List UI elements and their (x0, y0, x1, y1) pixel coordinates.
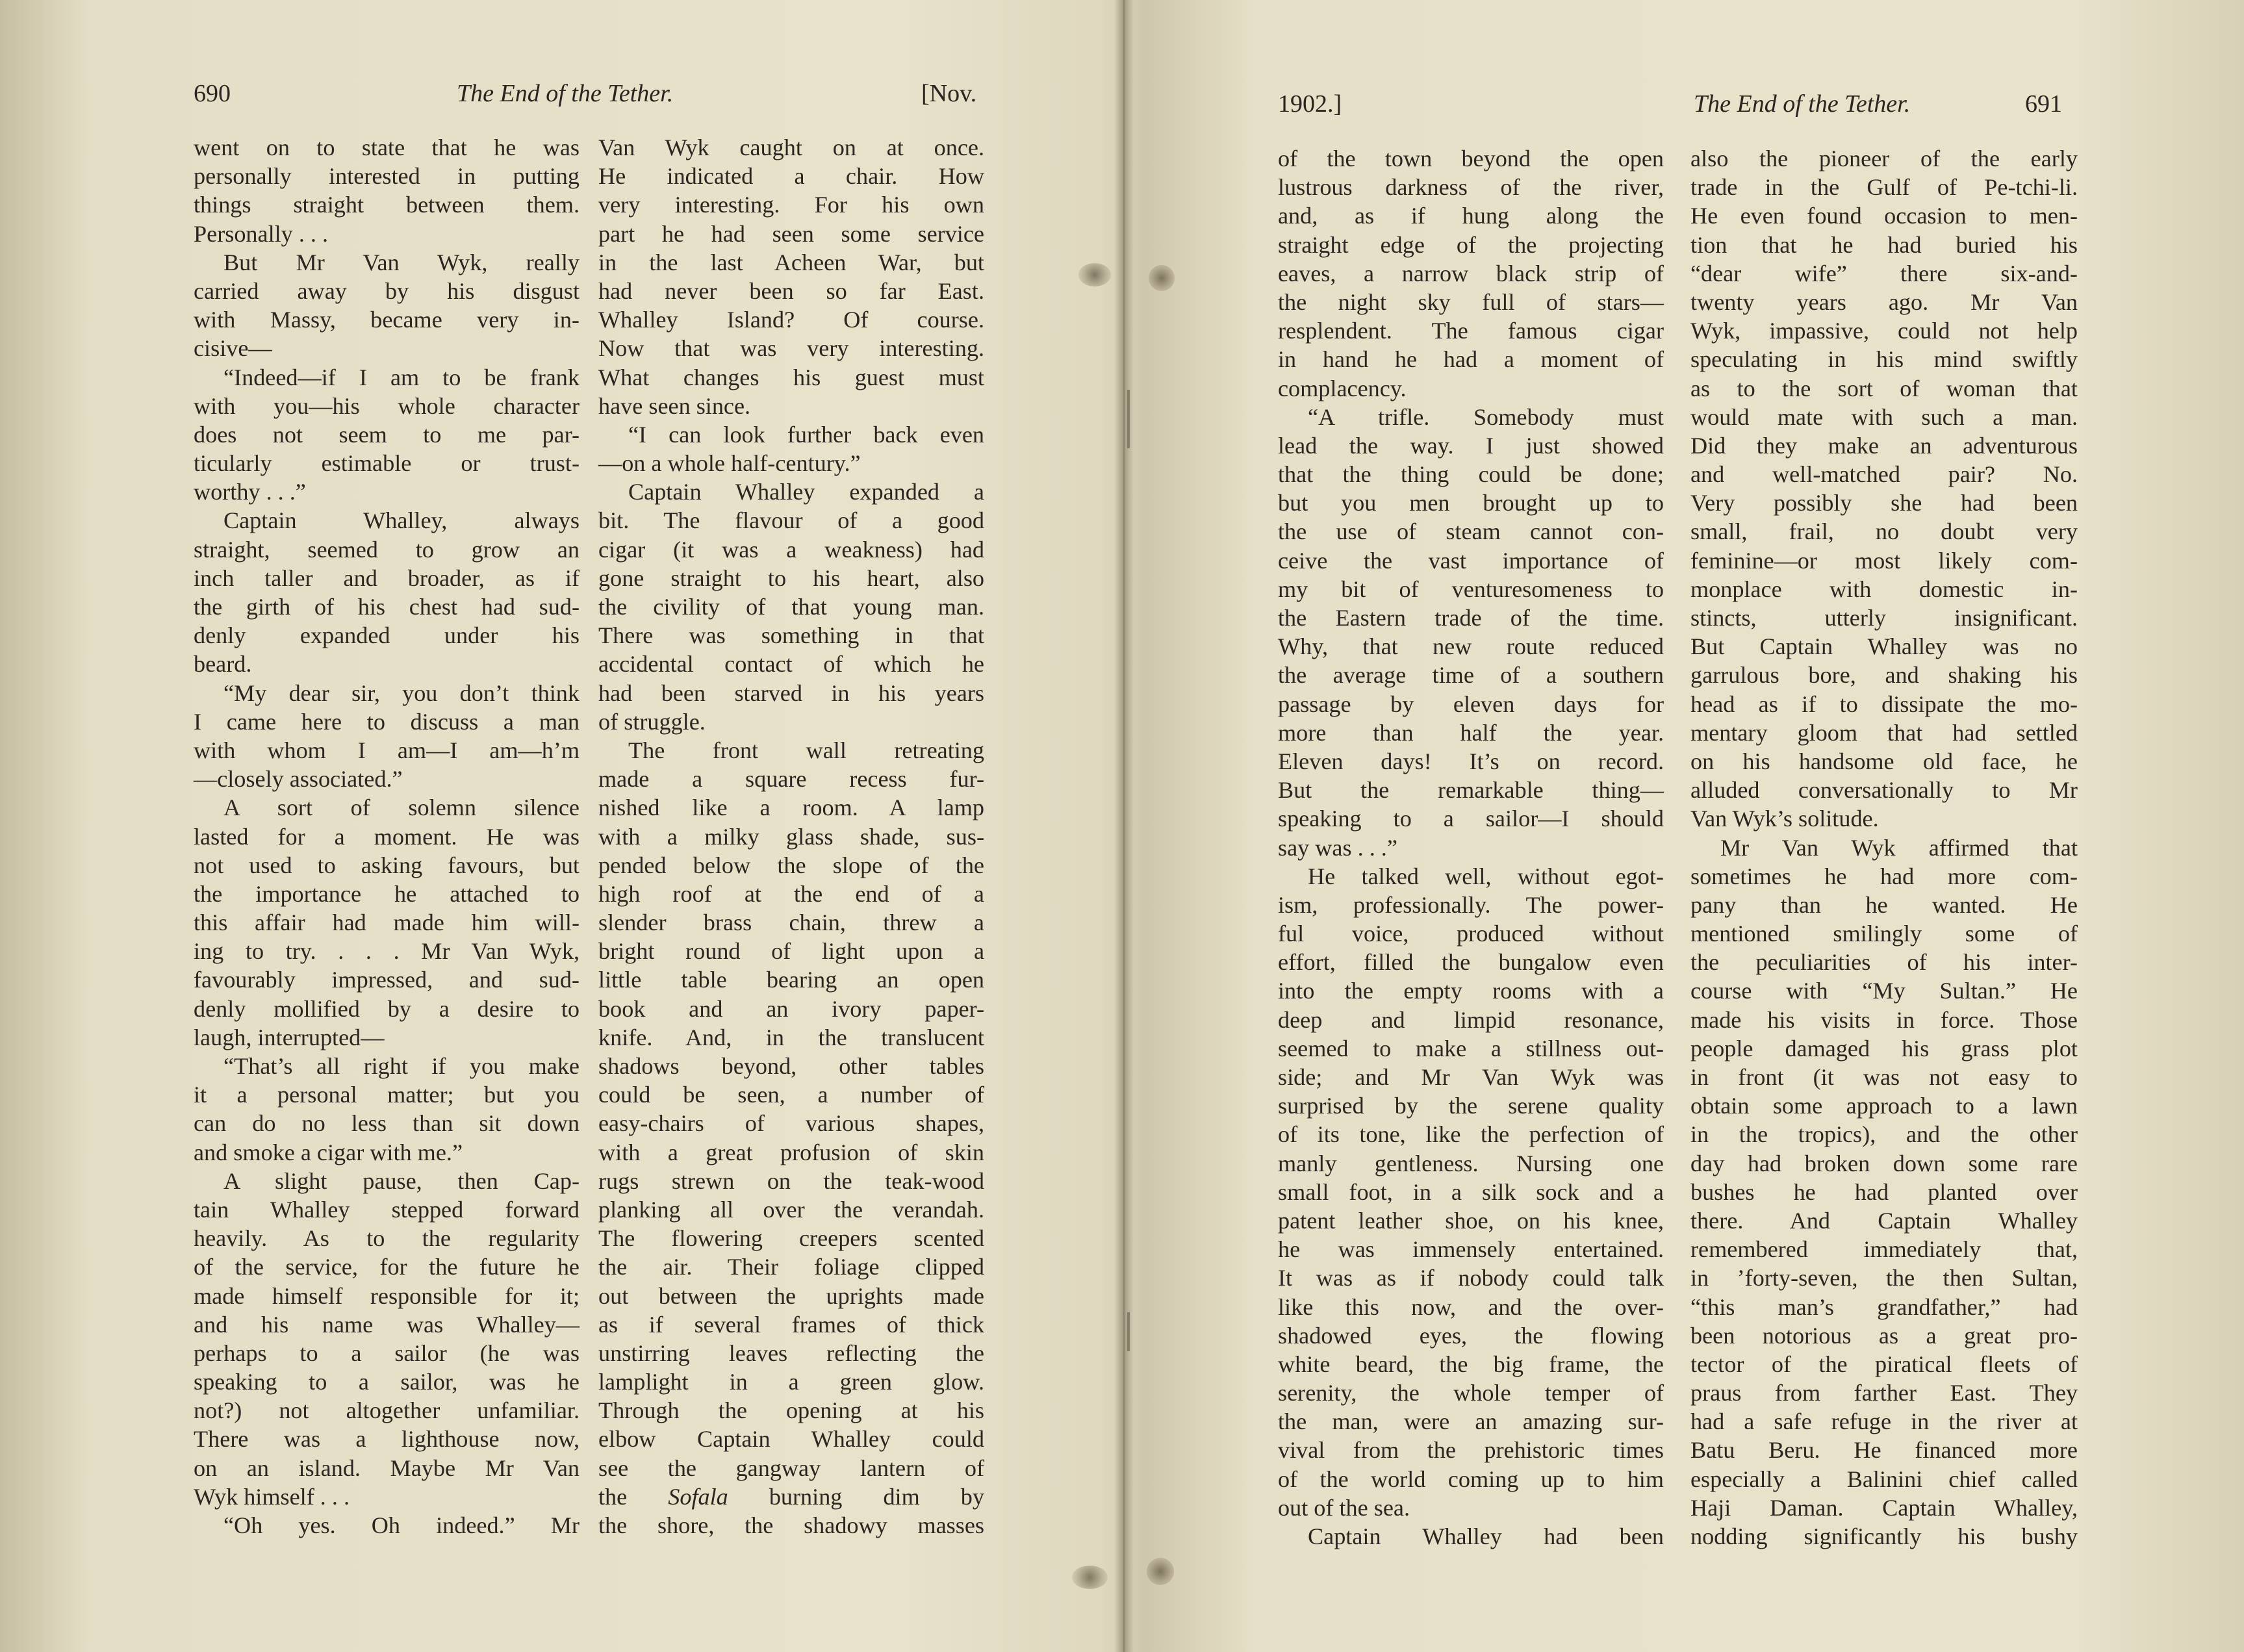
text-line: it a personal matter; but you (194, 1082, 580, 1108)
text-line: resplendent. The famous cigar (1278, 318, 1664, 344)
text-line: elbow Captain Whalley could (598, 1426, 984, 1453)
text-line: would mate with such a man. (1690, 403, 2078, 430)
text-line: But Mr Van Wyk, really (223, 249, 580, 275)
text-line: praus from farther East. They (1690, 1380, 2078, 1406)
text-line: ticularly estimable or trust- (194, 450, 580, 477)
text-line: lustrous darkness of the river, (1278, 174, 1664, 201)
text-line: complacency. (1278, 375, 1407, 401)
left-running-head (194, 79, 999, 118)
text-line: book and an ivory paper- (598, 995, 984, 1022)
text-line: easy-chairs of various shapes, (598, 1110, 984, 1137)
text-line: bit. The flavour of a good (598, 507, 984, 534)
text-line: vival from the prehistoric times (1278, 1437, 1664, 1464)
text-line: tain Whalley stepped forward (194, 1196, 580, 1223)
text-line: the night sky full of stars— (1278, 288, 1664, 315)
text-line: mentioned smilingly some of (1690, 921, 2078, 947)
text-line: side; and Mr Van Wyk was (1278, 1064, 1664, 1090)
text-line: sometimes he had more com- (1690, 863, 2078, 889)
text-line: had never been so far East. (598, 277, 984, 304)
text-line: had a safe refuge in the river at (1690, 1408, 2078, 1435)
text-line: “A trifle. Somebody must (1308, 403, 1664, 430)
text-line: What changes his guest must (598, 364, 984, 390)
text-line: surprised by the serene quality (1278, 1093, 1664, 1119)
text-line: been notorious as a great pro- (1690, 1322, 2078, 1349)
text-line: made a square recess fur- (598, 766, 984, 793)
text-line: ceive the vast importance of (1278, 547, 1664, 574)
text-line: of the world coming up to him (1278, 1466, 1664, 1492)
text-line: “Indeed—if I am to be frank (223, 364, 580, 390)
text-line: nodding significantly his bushy (1690, 1523, 2078, 1549)
text-line: made his visits in force. Those (1690, 1006, 2078, 1033)
text-line: “dear wife” there six-and- (1690, 260, 2078, 286)
text-line: personally interested in putting (194, 163, 580, 190)
text-line: small, frail, no doubt very (1690, 518, 2078, 545)
text-line: feminine—or most likely com- (1690, 547, 2078, 574)
text-line: in ’forty-seven, the then Sultan, (1690, 1265, 2078, 1291)
text-line: speaking to a sailor—I should (1278, 806, 1664, 832)
text-line: accidental contact of which he (598, 651, 984, 678)
text-line: with whom I am—I am—h’m (194, 737, 580, 763)
text-line: Batu Beru. He financed more (1690, 1437, 2078, 1464)
text-line: inch taller and broader, as if (194, 565, 580, 591)
text-line: of its tone, like the perfection of (1278, 1121, 1664, 1148)
text-line: Captain Whalley, always (223, 507, 580, 534)
text-line: There was something in that (598, 622, 984, 649)
text-line: monplace with domestic in- (1690, 576, 2078, 602)
text-line: very interesting. For his own (598, 192, 984, 218)
text-line: out between the uprights made (598, 1282, 984, 1309)
text-line: Haji Daman. Captain Whalley, (1690, 1494, 2078, 1521)
text-line: manly gentleness. Nursing one (1278, 1150, 1664, 1176)
text-line: have seen since. (598, 392, 751, 419)
text-line: rugs strewn on the teak-wood (598, 1167, 984, 1194)
text-line: speaking to a sailor, was he (194, 1369, 580, 1395)
text-line: people damaged his grass plot (1690, 1035, 2078, 1061)
text-line: that the thing could be done; (1278, 461, 1664, 488)
text-line: ing to try. . . . Mr Van Wyk, (194, 938, 580, 965)
text-line: went on to state that he was (194, 134, 580, 160)
text-line: ful voice, produced without (1278, 921, 1664, 947)
text-line: things straight between them. (194, 192, 580, 218)
text-line: part he had seen some service (598, 220, 984, 247)
text-line: bushes he had planted over (1690, 1178, 2078, 1205)
text-line: he was immensely entertained. (1278, 1236, 1664, 1263)
text-line: seemed to make a stillness out- (1278, 1035, 1664, 1061)
text-line: and well-matched pair? No. (1690, 461, 2078, 488)
text-line: “Oh yes. Oh indeed.” Mr (223, 1512, 580, 1538)
text-line: He even found occasion to men- (1690, 203, 2078, 229)
text-line: But the remarkable thing— (1278, 777, 1664, 804)
running-date: 1902.] (1278, 90, 1342, 118)
text-line: bright round of light upon a (598, 938, 984, 965)
text-line: and his name was Whalley— (194, 1311, 580, 1338)
text-line: especially a Balinini chief called (1690, 1466, 2078, 1492)
text-line: knife. And, in the translucent (598, 1024, 984, 1050)
text-line: the air. Their foliage clipped (598, 1254, 984, 1280)
text-line: with a milky glass shade, sus- (598, 823, 984, 850)
text-line: beard. (194, 651, 252, 678)
text-line: with you—his whole character (194, 392, 580, 419)
text-line: can do no less than sit down (194, 1110, 580, 1137)
text-line: with a great profusion of skin (598, 1139, 984, 1165)
text-line: this affair had made him will- (194, 909, 580, 936)
text-line: cisive— (194, 335, 272, 362)
text-line: like this now, and the over- (1278, 1293, 1664, 1320)
text-line: straight edge of the projecting (1278, 231, 1664, 258)
text-line: does not seem to me par- (194, 421, 580, 448)
text-line: more than half the year. (1278, 719, 1664, 746)
text-line: “I can look further back even (628, 421, 984, 448)
running-title: The End of the Tether. (1694, 90, 1911, 118)
text-line: the peculiarities of his inter- (1690, 949, 2078, 976)
text-line: denly expanded under his (194, 622, 580, 649)
text-line: serenity, the whole temper of (1278, 1380, 1664, 1406)
text-line: unstirring leaves reflecting the (598, 1340, 984, 1366)
text-line: high roof at the end of a (598, 880, 984, 907)
text-line: mentary gloom that had settled (1690, 719, 2078, 746)
text-line: of the service, for the future he (194, 1254, 580, 1280)
text-line: He indicated a chair. How (598, 163, 984, 190)
text-line: not used to asking favours, but (194, 852, 580, 878)
text-line: Wyk himself . . . (194, 1483, 350, 1510)
text-line: also the pioneer of the early (1690, 146, 2078, 172)
text-line: eaves, a narrow black strip of (1278, 260, 1664, 286)
page-number: 690 (194, 80, 231, 107)
text-line: shadows beyond, other tables (598, 1053, 984, 1079)
text-line: in the tropics), and the other (1690, 1121, 2078, 1148)
text-line: but you men brought up to (1278, 490, 1664, 516)
text-line: the average time of a southern (1278, 662, 1664, 689)
text-line: in hand he had a moment of (1278, 346, 1664, 373)
page-number: 691 (2025, 90, 2062, 118)
text-line: day had broken down some rare (1690, 1150, 2078, 1176)
text-line: heavily. As to the regularity (194, 1225, 580, 1252)
text-line: lasted for a moment. He was (194, 823, 580, 850)
text-line: and smoke a cigar with me.” (194, 1139, 463, 1165)
text-line: —on a whole half-century.” (598, 450, 861, 477)
text-line: denly mollified by a desire to (194, 995, 580, 1022)
text-line: could be seen, a number of (598, 1082, 984, 1108)
text-line: as if several frames of thick (598, 1311, 984, 1338)
text-line: favourably impressed, and sud- (194, 967, 580, 993)
text-line: garrulous bore, and shaking his (1690, 662, 2078, 689)
text-line: white beard, the big frame, the (1278, 1351, 1664, 1377)
text-line: the Eastern trade of the time. (1278, 605, 1664, 631)
text-line: the Sofala burning dim by (598, 1483, 984, 1510)
text-line: Whalley Island? Of course. (598, 307, 984, 333)
text-line: It was as if nobody could talk (1278, 1265, 1664, 1291)
text-line: the use of steam cannot con- (1278, 518, 1664, 545)
text-line: see the gangway lantern of (598, 1455, 984, 1481)
text-line: straight, seemed to grow an (194, 536, 580, 563)
text-line: the girth of his chest had sud- (194, 594, 580, 620)
running-date: [Nov. (921, 80, 977, 107)
text-line: into the empty rooms with a (1278, 978, 1664, 1004)
text-line: cigar (it was a weakness) had (598, 536, 984, 563)
text-line: effort, filled the bungalow even (1278, 949, 1664, 976)
text-line: alluded conversationally to Mr (1690, 777, 2078, 804)
text-line: planking all over the verandah. (598, 1196, 984, 1223)
text-line: tector of the piratical fleets of (1690, 1351, 2078, 1377)
text-line: deep and limpid resonance, (1278, 1006, 1664, 1033)
text-line: the importance he attached to (194, 880, 580, 907)
text-line: Now that was very interesting. (598, 335, 984, 362)
text-line: out of the sea. (1278, 1494, 1410, 1521)
text-line: Did they make an adventurous (1690, 432, 2078, 459)
text-line: Mr Van Wyk affirmed that (1720, 834, 2078, 861)
text-line: “That’s all right if you make (223, 1053, 580, 1079)
text-line: of struggle. (598, 708, 706, 735)
text-line: Captain Whalley had been (1308, 1523, 1664, 1549)
text-line: carried away by his disgust (194, 277, 580, 304)
text-line: stincts, utterly insignificant. (1690, 605, 2078, 631)
text-line: obtain some approach to a lawn (1690, 1093, 2078, 1119)
text-line: There was a lighthouse now, (194, 1426, 580, 1453)
text-line: gone straight to his heart, also (598, 565, 984, 591)
text-line: on an island. Maybe Mr Van (194, 1455, 580, 1481)
text-line: A slight pause, then Cap- (223, 1167, 580, 1194)
text-line: shadowed eyes, the flowing (1278, 1322, 1664, 1349)
text-line: Wyk, impassive, could not help (1690, 318, 2078, 344)
text-line: small foot, in a silk sock and a (1278, 1178, 1664, 1205)
text-line: the civility of that young man. (598, 594, 984, 620)
text-line: lead the way. I just showed (1278, 432, 1664, 459)
right-running-head (1278, 90, 2077, 129)
text-line: patent leather shoe, on his knee, (1278, 1207, 1664, 1234)
text-line: in front (it was not easy to (1690, 1064, 2078, 1090)
text-line: laugh, interrupted— (194, 1024, 385, 1050)
text-line: passage by eleven days for (1278, 691, 1664, 717)
text-line: Why, that new route reduced (1278, 633, 1664, 660)
text-line: twenty years ago. Mr Van (1690, 288, 2078, 315)
text-line: Van Wyk’s solitude. (1690, 806, 1879, 832)
text-line: as to the sort of woman that (1690, 375, 2078, 401)
text-line: say was . . .” (1278, 834, 1397, 861)
text-line: tion that he had buried his (1690, 231, 2078, 258)
text-line: remembered immediately that, (1690, 1236, 2078, 1263)
text-line: “My dear sir, you don’t think (223, 680, 580, 706)
text-line: not?) not altogether unfamiliar. (194, 1397, 580, 1424)
text-line: But Captain Whalley was no (1690, 633, 2078, 660)
text-line: Personally . . . (194, 220, 329, 247)
text-line: lamplight in a green glow. (598, 1369, 984, 1395)
text-line: nished like a room. A lamp (598, 794, 984, 821)
text-column (1690, 144, 2078, 1551)
text-column (194, 133, 580, 1540)
text-line: “this man’s grandfather,” had (1690, 1293, 2078, 1320)
text-line: had been starved in his years (598, 680, 984, 706)
text-line: Captain Whalley expanded a (628, 479, 984, 505)
text-line: Van Wyk caught on at once. (598, 134, 984, 160)
text-line: perhaps to a sailor (he was (194, 1340, 580, 1366)
text-line: speculating in his mind swiftly (1690, 346, 2078, 373)
text-line: —closely associated.” (194, 766, 403, 793)
text-line: head as if to dissipate the mo- (1690, 691, 2078, 717)
text-line: ism, professionally. The power- (1278, 891, 1664, 918)
right-page (1122, 0, 2244, 1652)
text-line: the man, were an amazing sur- (1278, 1408, 1664, 1435)
text-line: of the town beyond the open (1278, 146, 1664, 172)
text-line: He talked well, without egot- (1308, 863, 1664, 889)
text-column (598, 133, 984, 1540)
text-line: with Massy, became very in- (194, 307, 580, 333)
text-line: Very possibly she had been (1690, 490, 2078, 516)
running-title: The End of the Tether. (457, 80, 674, 107)
text-line: The flowering creepers scented (598, 1225, 984, 1252)
text-line: Eleven days! It’s on record. (1278, 748, 1664, 774)
text-line: slender brass chain, threw a (598, 909, 984, 936)
text-line: Through the opening at his (598, 1397, 984, 1424)
text-line: on his handsome old face, he (1690, 748, 2078, 774)
text-line: course with “My Sultan.” He (1690, 978, 2078, 1004)
text-column (1278, 144, 1664, 1551)
text-line: little table bearing an open (598, 967, 984, 993)
text-line: A sort of solemn silence (223, 794, 580, 821)
text-line: and, as if hung along the (1278, 203, 1664, 229)
text-line: the shore, the shadowy masses (598, 1512, 984, 1538)
text-line: I came here to discuss a man (194, 708, 580, 735)
text-line: made himself responsible for it; (194, 1282, 580, 1309)
text-line: The front wall retreating (628, 737, 984, 763)
text-line: pany than he wanted. He (1690, 891, 2078, 918)
text-line: worthy . . .” (194, 479, 306, 505)
text-line: my bit of venturesomeness to (1278, 576, 1664, 602)
text-line: in the last Acheen War, but (598, 249, 984, 275)
text-line: pended below the slope of the (598, 852, 984, 878)
text-line: trade in the Gulf of Pe-tchi-li. (1690, 174, 2078, 201)
text-line: there. And Captain Whalley (1690, 1207, 2078, 1234)
